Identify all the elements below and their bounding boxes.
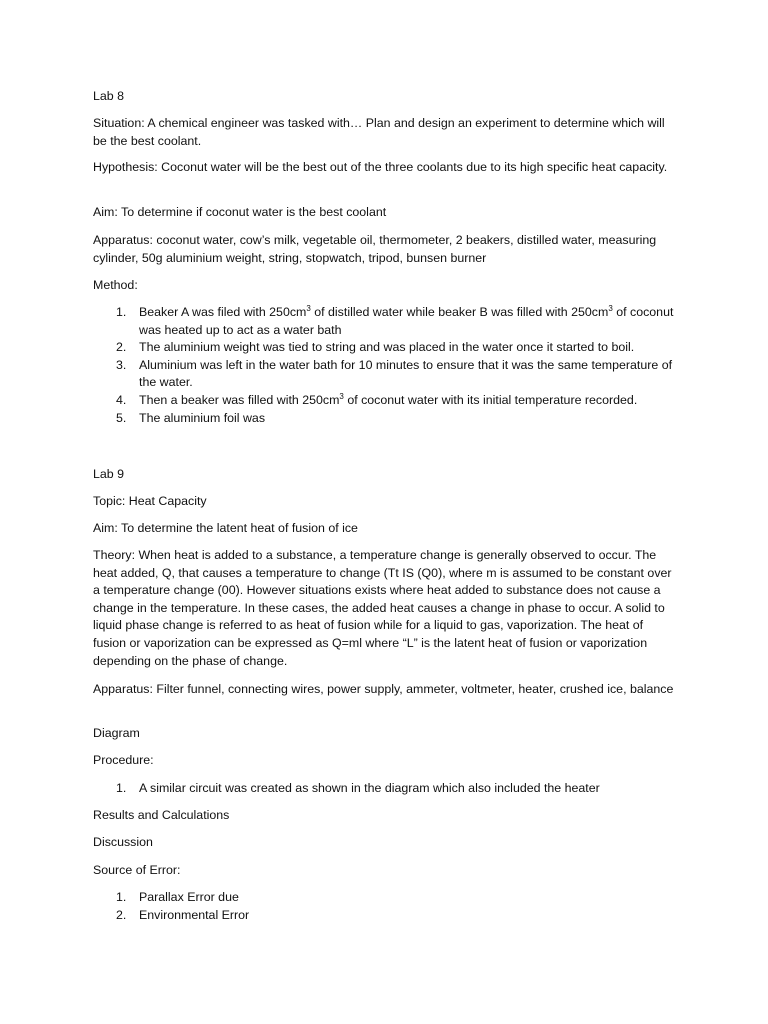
list-item: 1. A similar circuit was created as shown in the diagram which also included the heater [93,780,678,798]
lab9-theory: Theory: When heat is added to a substance, a temperature change is generally observed to occur. The heat added, Q, that causes a temperature to change (Tt IS (Q0), where m is assumed to be constant over a temperature change (00). However situations exists where heat added to substance does not cause a change in the temperature. In these cases, the added heat causes a change in phase to occur. A solid to liquid phase change is referred to as heat of fusion while for a liquid to gas, vaporization. The heat of fusion or vaporization can be expressed as Q=ml where “L” is the latent heat of fusion or vaporization depending on the phase of change. [93,548,672,668]
list-number: 5. [116,410,127,425]
superscript: 3 [306,304,311,313]
lab9-results: Results and Calculations [93,808,230,822]
lab8-aim: Aim: To determine if coconut water is the best coolant [93,205,387,219]
list-item: 1. Beaker A was filed with $250cm^3$ of distilled water while beaker B was filled with $250cm^3$ of coconut was heated up to act as a water bath [116,304,674,337]
lab9-apparatus: Apparatus: Filter funnel, connecting wires, power supply, ammeter, voltmeter, heater, crushed ice, balance [93,682,674,696]
lab9-errors-heading: Source of Error: [93,863,181,877]
lab9-errors-list [93,889,678,924]
list-number: 1. [116,781,127,795]
lab8-hypothesis: Hypothesis: Coconut water will be the best out of the three coolants due to its high specific heat capacity. [93,160,668,174]
list-item: 4. Then a beaker was filled with $250cm^3$ of coconut water with its initial temperature recorded. [93,392,678,410]
lab9-diagram: Diagram [93,726,140,740]
superscript: 3 [608,304,613,313]
superscript: 3 [339,391,344,401]
lab9-procedure-heading: Procedure: [93,753,154,767]
list-item: 2. Environmental Error [93,907,678,925]
list-number: 4. [116,392,127,407]
lab8-method-list [93,304,678,427]
lab9-discussion: Discussion [93,835,153,849]
list-number: 2. [116,340,127,355]
lab9-procedure-list [93,780,678,798]
lab9-topic: Topic: Heat Capacity [93,494,207,508]
list-number: 2. [116,907,127,922]
lab8-title: Lab 8 [93,89,125,103]
list-item: 3. Aluminium was left in the water bath for 10 minutes to ensure that it was the same temperature of the water. [116,357,673,390]
lab9-title: Lab 9 [93,467,125,481]
list-item: 5. The aluminium foil was [93,410,678,428]
list-item: 2. The aluminium weight was tied to string and was placed in the water once it started to boil. [93,339,678,357]
lab8-apparatus: Apparatus: coconut water, cow’s milk, vegetable oil, thermometer, 2 beakers, distilled water, measuring cylinder, 50g aluminium weight, string, stopwatch, tripod, bunsen burner [93,233,657,265]
lab9-aim: Aim: To determine the latent heat of fusion of ice [93,521,358,535]
lab8-situation: Situation: A chemical engineer was tasked with… Plan and design an experiment to determine which will be the best coolant. [93,116,665,148]
lab8-method-heading: Method: [93,278,138,292]
list-number: 1. [116,305,127,319]
list-item: 1. Parallax Error due [93,889,678,907]
list-number: 1. [116,890,127,904]
list-number: 3. [116,357,127,372]
